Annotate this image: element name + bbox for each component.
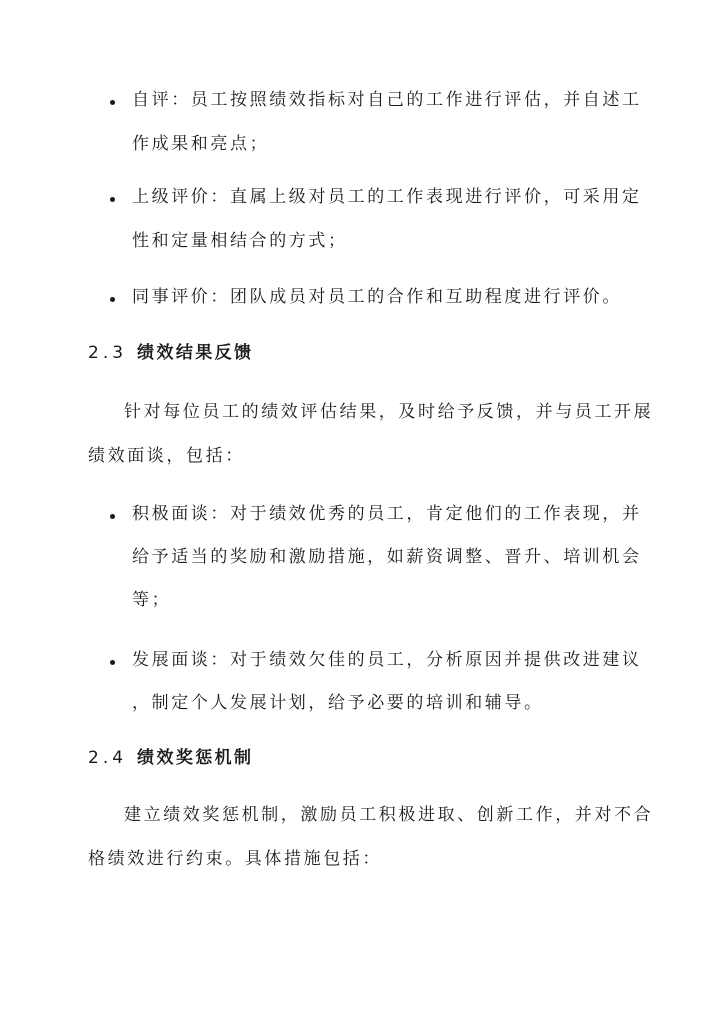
bullet-dot	[110, 514, 115, 519]
bullet-dot	[110, 660, 115, 665]
section-number: 2.3	[88, 343, 128, 363]
bullet-text-continuation: 给予适当的奖励和激励措施，如薪资调整、晋升、培训机会	[132, 547, 642, 567]
paragraph-line: 绩效面谈，包括：	[88, 446, 245, 466]
bullet-dot	[110, 197, 115, 202]
bullet-text: 发展面谈：对于绩效欠佳的员工，分析原因并提供改进建议	[132, 650, 642, 670]
section-title: 绩效奖惩机制	[137, 748, 254, 768]
bullet-text: 同事评价：团队成员对员工的合作和互助程度进行评价。	[132, 287, 622, 307]
bullet-text-continuation: 等；	[132, 590, 172, 610]
bullet-text: 自评：员工按照绩效指标对自己的工作进行评估，并自述工	[132, 90, 642, 110]
bullet-text-continuation: 作成果和亮点；	[132, 134, 270, 154]
paragraph-line: 针对每位员工的绩效评估结果，及时给予反馈，并与员工开展	[124, 402, 654, 422]
bullet-dot	[110, 100, 115, 105]
section-title: 绩效结果反馈	[137, 343, 254, 363]
section-heading	[88, 746, 253, 770]
section-number: 2.4	[88, 748, 128, 768]
bullet-text-continuation: ，制定个人发展计划，给予必要的培训和辅导。	[132, 693, 544, 713]
paragraph-line: 格绩效进行约束。具体措施包括：	[88, 849, 382, 869]
bullet-text: 上级评价：直属上级对员工的工作表现进行评价，可采用定	[132, 187, 642, 207]
bullet-text-continuation: 性和定量相结合的方式；	[132, 231, 348, 251]
bullet-dot	[110, 297, 115, 302]
bullet-text: 积极面谈：对于绩效优秀的员工，肯定他们的工作表现，并	[132, 504, 642, 524]
section-heading	[88, 341, 253, 365]
paragraph-line: 建立绩效奖惩机制，激励员工积极进取、创新工作，并对不合	[124, 805, 654, 825]
